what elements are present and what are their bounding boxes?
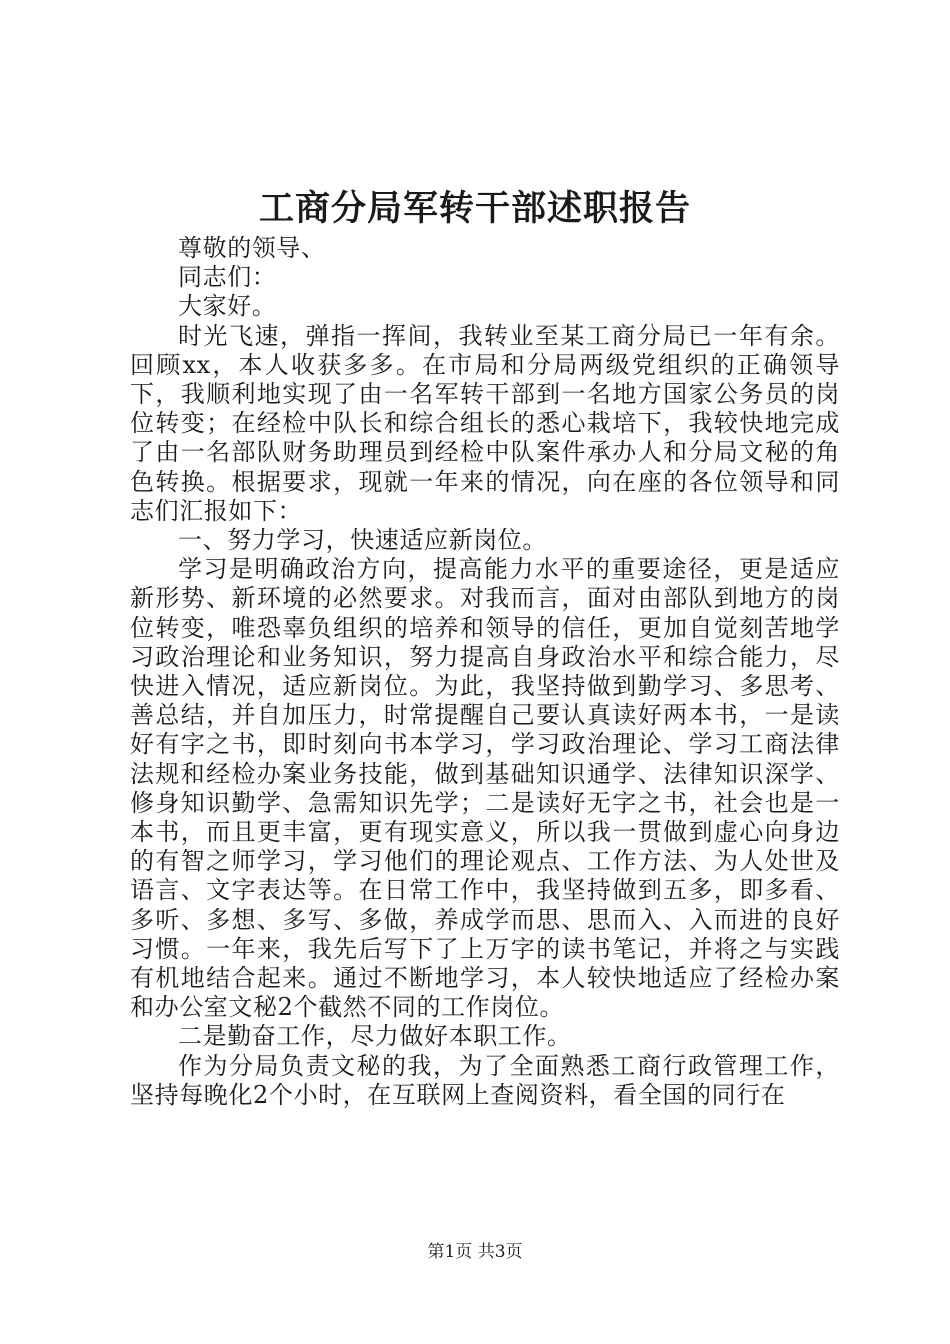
document-body: [130, 234, 840, 1110]
salutation-leaders: 尊敬的领导、: [178, 234, 326, 262]
greeting: 大家好。: [178, 292, 277, 321]
page-number-footer: 第1页 共3页: [427, 1242, 523, 1262]
intro-paragraph: 时光飞速，弹指一挥间，我转业至某工商分局已一年有余。回顾xx，本人收获多多。在市局和分局两级党组织的正确领导下，我顺利地实现了由一名军转干部到一名地方国家公务员的岗位转变；在经检中队长和综合组长的悉心栽培下，我较快地完成了由一名部队财务助理员到经检中队案件承办人和分局文秘的角色转换。根据要求，现就一年来的情况，向在座的各位领导和同志们汇报如下：: [130, 321, 840, 525]
section-heading-1: 一、努力学习，快速适应新岗位。: [178, 526, 547, 555]
section-1-paragraph: 学习是明确政治方向，提高能力水平的重要途径，更是适应新形势、新环境的必然要求。对我而言，面对由部队到地方的岗位转变，唯恐辜负组织的培养和领导的信任，更加自觉刻苦地学习政治理论和业务知识，努力提高自身政治水平和综合能力，尽快进入情况，适应新岗位。为此，我坚持做到勤学习、多思考、善总结，并自加压力，时常提醒自己要认真读好两本书，一是读好有字之书，即时刻向书本学习，学习政治理论、学习工商法律法规和经检办案业务技能，做到基础知识通学、法律知识深学、修身知识勤学、急需知识先学；二是读好无字之书，社会也是一本书，而且更丰富，更有现实意义，所以我一贯做到虚心向身边的有智之师学习，学习他们的理论观点、工作方法、为人处世及语言、文字表达等。在日常工作中，我坚持做到五多，即多看、多听、多想、多写、多做，养成学而思、思而入、入而进的良好习惯。一年来，我先后写下了上万字的读书笔记，并将之与实践有机地结合起来。通过不断地学习，本人较快地适应了经检办案和办公室文秘2个截然不同的工作岗位。: [130, 555, 840, 1022]
salutation-comrades: 同志们：: [178, 263, 277, 292]
document-title: 工商分局军转干部述职报告: [258, 188, 691, 229]
section-2-paragraph: 作为分局负责文秘的我，为了全面熟悉工商行政管理工作，坚持每晚化2个小时，在互联网上查阅资料，看全国的同行在: [130, 1051, 840, 1109]
section-heading-2: 二是勤奋工作，尽力做好本职工作。: [178, 1022, 572, 1051]
